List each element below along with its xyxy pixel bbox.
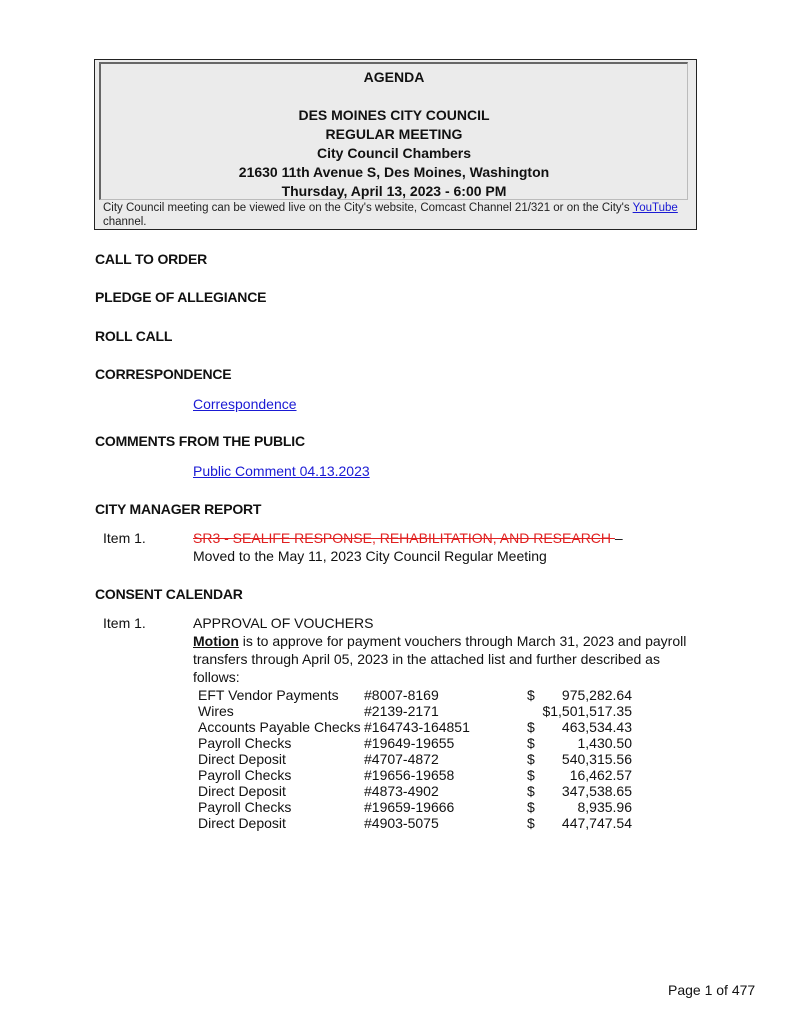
currency: $: [527, 735, 535, 751]
currency: $: [527, 687, 535, 703]
viewing-note-end: channel.: [103, 216, 147, 228]
table-row: [198, 751, 632, 767]
city-manager-item-label: Item 1.: [103, 530, 146, 546]
currency: $: [527, 799, 535, 815]
meeting-location: City Council Chambers: [316, 145, 472, 161]
section-public-comments: COMMENTS FROM THE PUBLIC: [95, 433, 305, 449]
meeting-address: 21630 11th Avenue S, Des Moines, Washington: [238, 164, 550, 180]
voucher-amount: 8,935.96: [577, 799, 632, 815]
table-row: [198, 719, 632, 735]
voucher-type: Payroll Checks: [198, 735, 292, 751]
voucher-type: EFT Vendor Payments: [198, 687, 339, 703]
voucher-amount: 16,462.57: [569, 767, 632, 783]
table-row: [198, 687, 632, 703]
voucher-amount: 540,315.56: [561, 751, 632, 767]
voucher-amount: 975,282.64: [561, 687, 632, 703]
motion-text: [193, 632, 693, 686]
voucher-range: #8007-8169: [364, 687, 439, 703]
dash: –: [614, 530, 623, 546]
currency: $: [527, 767, 535, 783]
voucher-range: #164743-164851: [364, 719, 470, 735]
motion-body: is to approve for payment vouchers through March 31, 2023 and payroll transfers through April 05, 2023 in the attached list and further described as follows:: [193, 633, 687, 685]
agenda-title: AGENDA: [363, 69, 425, 85]
meeting-type: REGULAR MEETING: [325, 126, 463, 142]
currency: $: [527, 783, 535, 799]
section-pledge: PLEDGE OF ALLEGIANCE: [95, 289, 267, 305]
voucher-range: #4873-4902: [364, 783, 439, 799]
voucher-range: #4707-4872: [364, 751, 439, 767]
viewing-note: [103, 201, 693, 229]
voucher-amount: 463,534.43: [561, 719, 632, 735]
voucher-type: Accounts Payable Checks: [198, 719, 361, 735]
voucher-type: Direct Deposit: [198, 751, 286, 767]
voucher-amount: 1,430.50: [577, 735, 632, 751]
voucher-range: #2139-2171: [364, 703, 439, 719]
consent-item: [193, 614, 693, 686]
voucher-amount: $1,501,517.35: [542, 703, 632, 719]
city-manager-item: [193, 529, 623, 565]
page-number: Page 1 of 477: [668, 982, 756, 998]
item-moved-note: Moved to the May 11, 2023 City Council Regular Meeting: [193, 548, 547, 564]
header-title-panel: [99, 62, 688, 200]
voucher-range: #19656-19658: [364, 767, 455, 783]
table-row: [198, 767, 632, 783]
viewing-note-text: City Council meeting can be viewed live on the City's website, Comcast Channel 21/321 or on the City's: [103, 202, 633, 214]
correspondence-link[interactable]: Correspondence: [193, 396, 297, 412]
voucher-type: Payroll Checks: [198, 767, 292, 783]
consent-item-title: APPROVAL OF VOUCHERS: [193, 615, 374, 631]
table-row: [198, 703, 632, 719]
voucher-type: Wires: [198, 703, 234, 719]
section-correspondence: CORRESPONDENCE: [95, 366, 232, 382]
vouchers-table: [198, 687, 632, 831]
voucher-range: #19659-19666: [364, 799, 455, 815]
section-city-manager-report: CITY MANAGER REPORT: [95, 501, 262, 517]
table-row: [198, 799, 632, 815]
section-roll-call: ROLL CALL: [95, 328, 173, 344]
currency: $: [527, 751, 535, 767]
public-comment-link[interactable]: Public Comment 04.13.2023: [193, 463, 370, 479]
council-name: DES MOINES CITY COUNCIL: [298, 107, 490, 123]
currency: $: [527, 815, 535, 831]
currency: $: [527, 719, 535, 735]
motion-word: Motion: [193, 633, 239, 649]
voucher-type: Direct Deposit: [198, 815, 286, 831]
table-row: [198, 783, 632, 799]
table-row: [198, 815, 632, 831]
voucher-amount: 347,538.65: [561, 783, 632, 799]
voucher-type: Direct Deposit: [198, 783, 286, 799]
table-row: [198, 735, 632, 751]
voucher-range: #19649-19655: [364, 735, 455, 751]
voucher-range: #4903-5075: [364, 815, 439, 831]
section-consent-calendar: CONSENT CALENDAR: [95, 586, 243, 602]
youtube-link[interactable]: YouTube: [632, 202, 678, 214]
meeting-datetime: Thursday, April 13, 2023 - 6:00 PM: [281, 183, 507, 199]
struck-item-title: SR3 - SEALIFE RESPONSE, REHABILITATION, AND RESEARCH: [193, 530, 615, 546]
agenda-header-box: [94, 59, 697, 230]
consent-item-label: Item 1.: [103, 615, 146, 631]
voucher-amount: 447,747.54: [561, 815, 632, 831]
voucher-type: Payroll Checks: [198, 799, 292, 815]
section-call-to-order: CALL TO ORDER: [95, 251, 207, 267]
